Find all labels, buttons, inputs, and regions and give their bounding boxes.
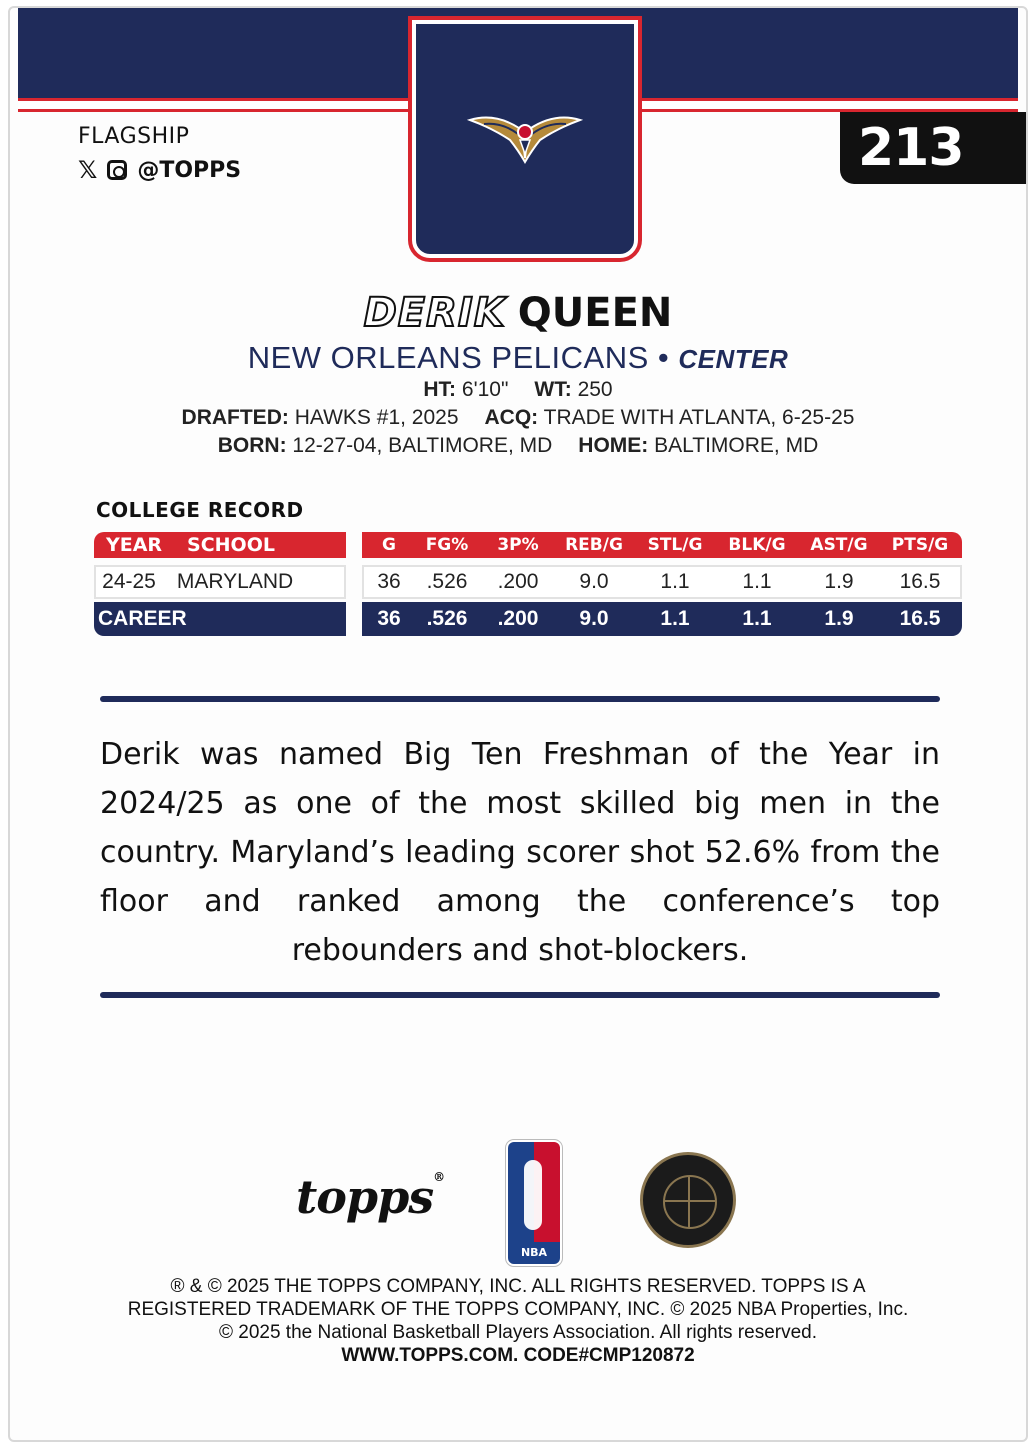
career-g: 36 (377, 607, 401, 630)
player-last-name: QUEEN (517, 290, 673, 336)
born-label: BORN: (217, 434, 287, 457)
career-fg: .526 (426, 607, 468, 630)
row-blk: 1.1 (742, 570, 772, 593)
bio-text: Derik was named Big Ten Freshman of the Year in 2024/25 as one of the most skilled big men in the country. Maryland’s leading scorer shot 52.6% from the floor and ranked among the conference’s top rebounders and shot-blockers. (100, 737, 940, 968)
wt-value: 250 (577, 378, 613, 401)
row-3p: .200 (497, 570, 539, 593)
team-logo-box (412, 20, 638, 258)
legal-line-2: REGISTERED TRADEMARK OF THE TOPPS COMPANY, INC. © 2025 NBA Properties, Inc. (127, 1299, 909, 1320)
draft-line (10, 406, 1026, 430)
legal-line-1: ® & © 2025 THE TOPPS COMPANY, INC. ALL RIGHTS RESERVED. TOPPS IS A (170, 1276, 866, 1297)
nba-logo-icon (506, 1140, 562, 1266)
born-value: 12-27-04, BALTIMORE, MD (292, 434, 553, 457)
card-back (8, 6, 1028, 1442)
career-3p: .200 (497, 607, 539, 630)
row-g: 36 (377, 570, 401, 593)
bio-rule-top (100, 696, 940, 702)
born-line (10, 434, 1026, 458)
social-handles (78, 156, 241, 184)
career-ast: 1.9 (824, 607, 854, 630)
topps-logo (296, 1170, 444, 1224)
separator-dot: • (657, 340, 670, 375)
header-ast: AST/G (810, 535, 868, 555)
topps-reg-mark: ® (433, 1170, 445, 1184)
career-reb: 9.0 (579, 607, 609, 630)
x-icon: 𝕏 (78, 156, 98, 184)
product-line: FLAGSHIP (78, 124, 190, 149)
height-weight-line (10, 378, 1026, 402)
header-pts: PTS/G (891, 535, 949, 555)
bio-rule-bottom (100, 992, 940, 998)
career-stl: 1.1 (660, 607, 690, 630)
row-year: 24-25 (102, 570, 156, 593)
row-ast: 1.9 (824, 570, 854, 593)
acq-value: TRADE WITH ATLANTA, 6-25-25 (543, 406, 855, 429)
drafted-value: HAWKS #1, 2025 (294, 406, 459, 429)
wt-label: WT: (534, 378, 572, 401)
player-position: CENTER (678, 344, 789, 374)
home-value: BALTIMORE, MD (654, 434, 819, 457)
topps-wordmark: topps (296, 1170, 434, 1224)
nba-logo-label: NBA (508, 1242, 560, 1264)
card-number: 213 (840, 112, 1026, 184)
career-blk: 1.1 (742, 607, 772, 630)
ht-value: 6'10" (461, 378, 509, 401)
row-fg: .526 (426, 570, 468, 593)
row-school: MARYLAND (176, 570, 294, 593)
header-blk: BLK/G (728, 535, 786, 555)
social-handle: @TOPPS (137, 157, 242, 183)
career-pts: 16.5 (899, 607, 941, 630)
header-g: G (382, 535, 396, 555)
player-first-name: DERIK (363, 290, 506, 336)
header-reb: REB/G (565, 535, 623, 555)
header-year: YEAR (105, 534, 163, 556)
header-school: SCHOOL (187, 534, 275, 556)
header-fg: FG% (425, 535, 469, 555)
legal-line-4: WWW.TOPPS.COM. CODE#CMP120872 (341, 1345, 695, 1366)
team-position-line (10, 340, 1026, 376)
ht-label: HT: (423, 378, 457, 401)
legal-line-3: © 2025 the National Basketball Players Association. All rights reserved. (218, 1322, 818, 1343)
instagram-icon (107, 160, 127, 180)
row-pts: 16.5 (899, 570, 941, 593)
row-reb: 9.0 (579, 570, 609, 593)
acq-label: ACQ: (484, 406, 539, 429)
pelicans-logo-icon (466, 110, 584, 166)
career-label: CAREER (98, 607, 187, 630)
college-record-title: COLLEGE RECORD (96, 498, 304, 522)
header-3p: 3P% (497, 535, 539, 555)
home-label: HOME: (578, 434, 649, 457)
team-name: NEW ORLEANS PELICANS (247, 340, 649, 375)
drafted-label: DRAFTED: (181, 406, 289, 429)
header-stl: STL/G (647, 535, 703, 555)
nbpa-logo-icon (640, 1152, 736, 1248)
player-name (10, 290, 1026, 336)
row-stl: 1.1 (660, 570, 690, 593)
